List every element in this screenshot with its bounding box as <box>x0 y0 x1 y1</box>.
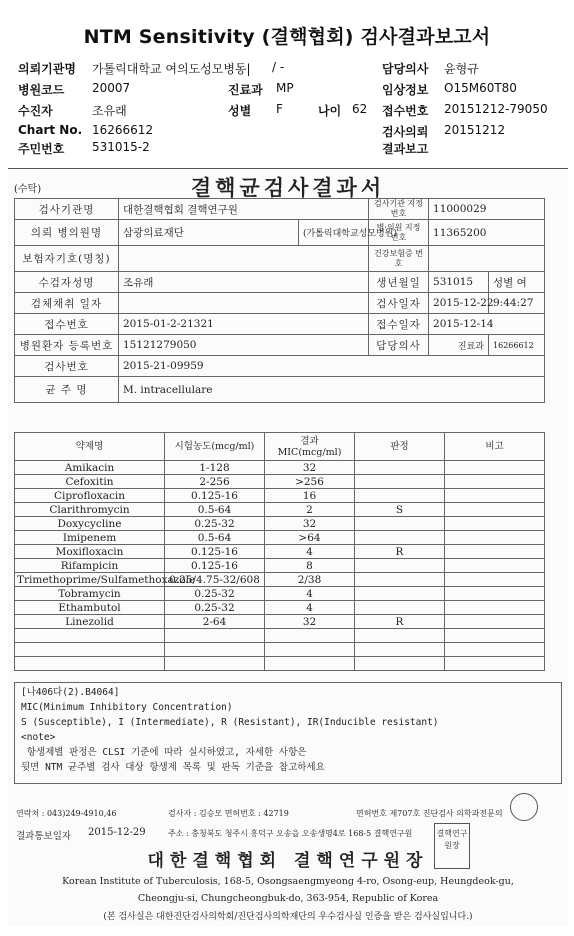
drug-cell: Tobramycin <box>15 587 165 601</box>
drug-row <box>15 503 545 517</box>
drug-cell <box>445 517 545 531</box>
receipt-label: 접수번호 <box>15 314 119 335</box>
drug-cell <box>445 545 545 559</box>
drug-cell <box>265 629 355 643</box>
header-field-label <box>382 140 428 157</box>
receipt-no: 2015-01-2-21321 <box>119 314 369 335</box>
drug-cell <box>355 587 445 601</box>
drug-cell: 2-256 <box>165 475 265 489</box>
header-label: 접수번호 <box>382 104 429 118</box>
address-en-1: Korean Institute of Tuberculosis, 168-5, Osongsaengmyeong 4-ro, Osong-eup, Heungdeok-gu, <box>62 876 514 887</box>
dept-label: 진료과 <box>429 335 489 356</box>
birth-label: 생년월일 <box>369 272 429 293</box>
drug-cell: Trimethoprime/Sulfamethoxazole <box>15 573 165 587</box>
scanned-report <box>8 168 568 926</box>
drug-row <box>15 489 545 503</box>
drug-cell: >256 <box>265 475 355 489</box>
agency-no-label: 검사기관 지정번호 <box>369 199 429 220</box>
dept-value: 16266612 <box>489 335 545 356</box>
drug-row <box>15 461 545 475</box>
collect-date <box>119 293 369 314</box>
drug-cell <box>15 629 165 643</box>
address-en-2: Cheongju-si, Chungcheongbuk-do, 363-954, Republic of Korea <box>137 893 439 904</box>
agency-label: 검사기관명 <box>15 199 119 220</box>
header-label: 병원코드 <box>18 83 65 97</box>
drug-cell: Amikacin <box>15 461 165 475</box>
divider <box>8 168 568 169</box>
header-field-label <box>18 140 64 157</box>
drug-cell: 4 <box>265 587 355 601</box>
note-line: 뒷면 NTM 균주별 검사 대상 항생제 목록 및 판독 기준을 참고하세요 <box>21 762 325 773</box>
species-name: M. intracellulare <box>119 377 545 403</box>
agency-value: 대한결핵협회 결핵연구원 <box>119 199 369 220</box>
drug-cell <box>445 615 545 629</box>
header-label: 임상정보 <box>382 83 429 97</box>
agency-no: 11000029 <box>429 199 545 220</box>
drug-row <box>15 545 545 559</box>
drug-row <box>15 601 545 615</box>
drug-cell: 2-64 <box>165 615 265 629</box>
exam-no-label: 검사번호 <box>15 356 119 377</box>
certification-note: (본 검사실은 대한진단검사의학회/진단검사의학재단의 우수검사실 인증을 받은 검사실입니다.) <box>103 912 473 922</box>
drug-cell: 4 <box>265 601 355 615</box>
drug-cell <box>355 601 445 615</box>
header-label: 담당의사 <box>382 62 429 76</box>
insurance-no-label: 건강보험증 번호 <box>369 246 429 272</box>
receipt-date-label: 접수일자 <box>369 314 429 335</box>
drug-cell <box>355 559 445 573</box>
drug-cell <box>15 643 165 657</box>
drug-cell <box>445 531 545 545</box>
hosp-reg-label: 병원환자 등록번호 <box>15 335 119 356</box>
drug-cell: 2 <box>265 503 355 517</box>
header-value: 531015-2 <box>92 140 150 154</box>
drug-row <box>15 475 545 489</box>
consignment-tag: (수탁) <box>14 184 42 195</box>
drug-row <box>15 587 545 601</box>
report-date: 2015-12-29 <box>88 827 146 838</box>
header-label: 진료과 <box>228 83 263 97</box>
drug-cell <box>165 643 265 657</box>
header-label: 결과보고 <box>382 142 429 156</box>
drug-cell: S <box>355 503 445 517</box>
insurance-value <box>119 246 369 272</box>
drug-cell: 32 <box>265 461 355 475</box>
drug-cell: Ethambutol <box>15 601 165 615</box>
drug-cell: Ciprofloxacin <box>15 489 165 503</box>
header-field-label <box>18 60 76 77</box>
exam-no: 2015-21-09959 <box>119 356 545 377</box>
certification-seal <box>510 793 538 821</box>
drug-cell <box>165 629 265 643</box>
drug-cell: 0.25-32 <box>165 587 265 601</box>
patient-label: 수검자성명 <box>15 272 119 293</box>
drug-cell <box>265 657 355 671</box>
header-value: 가톨릭대학교 여의도성모병동| <box>92 62 251 76</box>
drug-cell <box>445 489 545 503</box>
note-line: <note> <box>21 732 56 743</box>
header-value: F <box>276 102 283 116</box>
header-label: 주민번호 <box>18 142 65 156</box>
drug-cell: 2/38 <box>265 573 355 587</box>
drug-cell <box>355 517 445 531</box>
drug-cell: 4 <box>265 545 355 559</box>
drug-row <box>15 615 545 629</box>
drug-cell: 8 <box>265 559 355 573</box>
drug-row <box>15 559 545 573</box>
drug-table <box>14 432 545 671</box>
seal-text: 결핵연구원장 <box>436 829 468 850</box>
header-field-label <box>318 102 341 119</box>
header-field-label <box>228 102 251 119</box>
drug-cell: Cefoxitin <box>15 475 165 489</box>
header-value: 윤형규 <box>444 62 479 76</box>
req-hospital: 삼광의료재단 <box>119 220 299 246</box>
drug-row <box>15 517 545 531</box>
drug-cell: >64 <box>265 531 355 545</box>
drug-cell <box>165 657 265 671</box>
insurance-label: 보험자기호(명칭) <box>15 246 119 272</box>
drug-column-header: 결과 MIC(mcg/ml) <box>265 433 355 461</box>
note-line: [나406다(2).B4064] <box>21 687 120 698</box>
header-value: O15M60T80 <box>444 81 517 95</box>
drug-cell <box>355 657 445 671</box>
doctor-label: 담당의사 <box>369 335 429 356</box>
header-label: 성별 <box>228 104 252 118</box>
drug-cell <box>355 629 445 643</box>
drug-column-header: 시험농도(mcg/ml) <box>165 433 265 461</box>
req-no: 11365200 <box>429 220 545 246</box>
header-field-label <box>18 81 64 98</box>
drug-cell <box>445 601 545 615</box>
drug-row <box>15 629 545 643</box>
drug-cell <box>445 461 545 475</box>
drug-cell <box>445 643 545 657</box>
species-label: 균 주 명 <box>15 377 119 403</box>
institute-name: 대한결핵협회 결핵연구원장 <box>147 851 429 871</box>
header-label: 검사의뢰 <box>382 125 429 139</box>
drug-cell <box>445 475 545 489</box>
header-label: 나이 <box>318 104 342 118</box>
drug-cell: 1-128 <box>165 461 265 475</box>
info-table <box>14 198 545 403</box>
header-value: 62 <box>352 102 368 116</box>
drug-cell: 16 <box>265 489 355 503</box>
license-note: 면허번호 제707호 진단검사 의학과전문의 <box>356 809 503 818</box>
drug-cell <box>355 531 445 545</box>
hosp-reg-no: 15121279050 <box>119 335 369 356</box>
drug-cell: 0.5-64 <box>165 503 265 517</box>
report-title: NTM Sensitivity (결핵협회) 검사결과보고서 <box>83 26 491 48</box>
drug-cell: Linezolid <box>15 615 165 629</box>
receipt-date: 2015-12-14 <box>429 314 545 335</box>
address-kr: 주소 : 충청북도 청주시 흥덕구 오송읍 오송생명4로 168-5 결핵연구원 <box>168 829 413 838</box>
drug-cell <box>445 503 545 517</box>
req-hospital-label: 의뢰 병의원명 <box>15 220 119 246</box>
header-field-label <box>382 102 428 119</box>
header-label: Chart No. <box>18 123 83 137</box>
header-field-label <box>382 60 428 77</box>
drug-cell: 0.125-16 <box>165 489 265 503</box>
exam-date-label: 검사일자 <box>369 293 429 314</box>
header-field-label <box>228 81 263 98</box>
sex-cell <box>489 272 545 293</box>
drug-cell: Moxifloxacin <box>15 545 165 559</box>
sex-label: 성별 <box>493 276 514 289</box>
req-no-label: 병·의원 지정번호 <box>369 220 429 246</box>
drug-cell: 0.25-32 <box>165 517 265 531</box>
scan-title: 결핵균검사결과서 <box>190 175 386 200</box>
drug-row <box>15 573 545 587</box>
drug-column-header: 판정 <box>355 433 445 461</box>
note-line: S (Susceptible), I (Intermediate), R (Resistant), IR(Inducible resistant) <box>21 717 439 728</box>
collect-date-label: 검체채취 일자 <box>15 293 119 314</box>
drug-cell <box>445 657 545 671</box>
header-value: / - <box>272 60 285 74</box>
header-value: 20151212-79050 <box>444 102 548 116</box>
drug-cell: 0.25/4.75-32/608 <box>165 573 265 587</box>
exam-date: 2015-12-22 <box>429 293 489 314</box>
note-line: 항생제별 판정은 CLSI 기준에 따라 실시하였고, 자세한 사항은 <box>21 747 307 758</box>
drug-cell <box>445 587 545 601</box>
header-label: 의뢰기관명 <box>18 62 76 76</box>
drug-row <box>15 643 545 657</box>
sex-value: 여 <box>516 276 527 289</box>
drug-cell <box>355 461 445 475</box>
drug-cell: R <box>355 545 445 559</box>
official-seal <box>434 823 470 869</box>
drug-cell: 0.5-64 <box>165 531 265 545</box>
birth-date: 531015 <box>429 272 489 293</box>
drug-column-header: 약제명 <box>15 433 165 461</box>
drug-cell: Rifampicin <box>15 559 165 573</box>
header-field-label <box>382 81 428 98</box>
drug-cell <box>355 573 445 587</box>
phone: 연락처 : 043)249-4910,46 <box>16 809 117 818</box>
drug-cell: Imipenem <box>15 531 165 545</box>
drug-cell <box>355 643 445 657</box>
drug-cell: Clarithromycin <box>15 503 165 517</box>
drug-row <box>15 657 545 671</box>
drug-cell: 0.125-16 <box>165 559 265 573</box>
drug-cell <box>355 475 445 489</box>
drug-column-header: 비고 <box>445 433 545 461</box>
insurance-no <box>429 246 545 272</box>
header-value: 20151212 <box>444 123 506 137</box>
note-line: MIC(Minimum Inhibitory Concentration) <box>21 702 233 713</box>
header-label: 수진자 <box>18 104 53 118</box>
drug-cell: Doxycycline <box>15 517 165 531</box>
drug-cell <box>265 643 355 657</box>
drug-cell: 32 <box>265 517 355 531</box>
header-field-label <box>18 102 53 119</box>
drug-cell <box>445 559 545 573</box>
header-value: 16266612 <box>92 123 154 137</box>
header-value: MP <box>276 81 294 95</box>
drug-cell: 32 <box>265 615 355 629</box>
notes-box <box>14 682 562 784</box>
exam-time: 9:44:27 <box>489 293 545 314</box>
req-hospital-sub: (가톨릭대학교성모병원) <box>299 220 369 246</box>
header-field-label <box>18 123 82 137</box>
header-field-label <box>382 123 428 140</box>
report-date-label: 결과통보일자 <box>16 831 72 842</box>
drug-row <box>15 531 545 545</box>
drug-cell <box>445 629 545 643</box>
drug-cell: R <box>355 615 445 629</box>
header-value: 20007 <box>92 81 131 95</box>
drug-cell <box>355 489 445 503</box>
drug-cell <box>15 657 165 671</box>
drug-cell: 0.25-32 <box>165 601 265 615</box>
header-value: 조유래 <box>92 104 127 118</box>
drug-cell <box>445 573 545 587</box>
drug-cell: 0.125-16 <box>165 545 265 559</box>
patient-name: 조유래 <box>119 272 369 293</box>
examiner: 검사자 : 김승모 면허번호 : 42719 <box>168 809 289 818</box>
